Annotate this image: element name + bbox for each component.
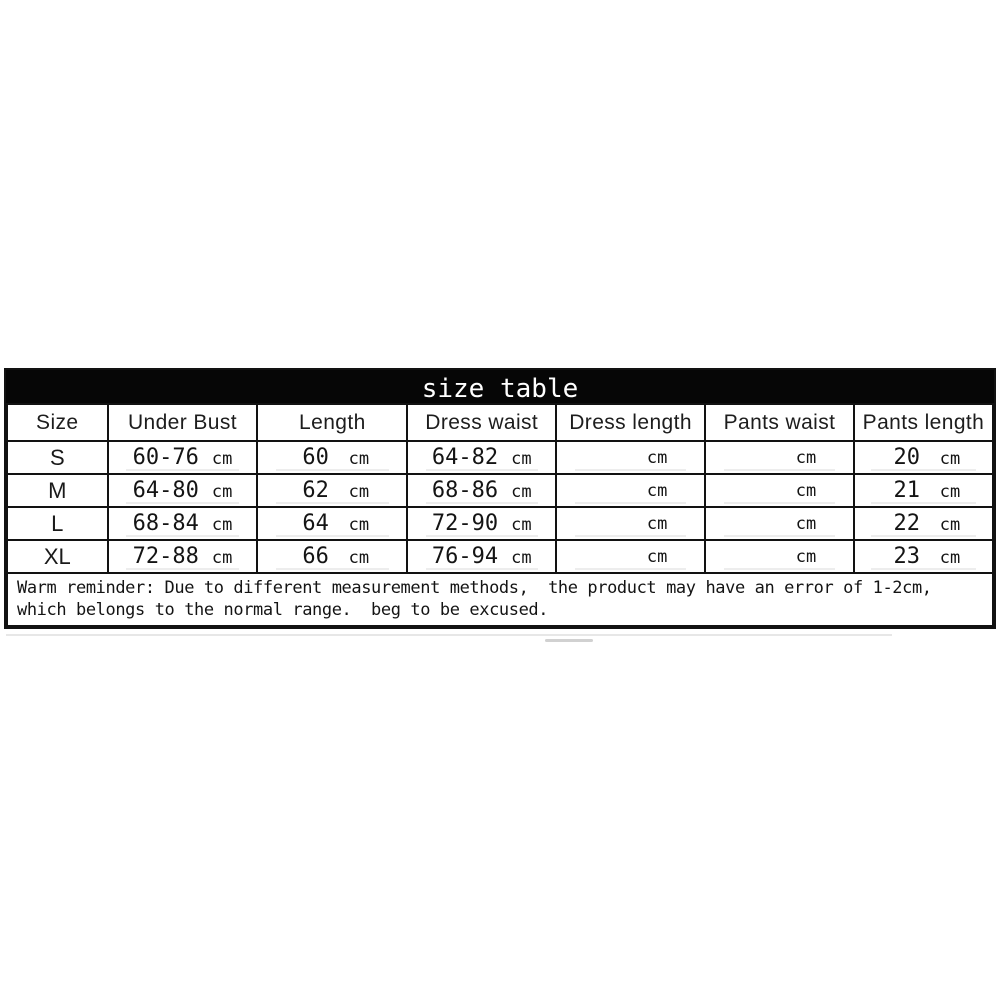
measurement-cell [257,441,407,474]
measurement-cell [705,441,854,474]
row-label: M [7,474,108,507]
title-bar [6,370,994,403]
header-row [7,404,993,441]
measurement-cell [407,441,556,474]
cell-unit: cm [511,482,532,502]
cell-value: 62 [302,478,329,503]
measurement-cell [556,441,705,474]
cell-unit: cm [795,513,817,534]
cell-value: 21 [893,478,920,503]
cell-unit: cm [348,482,370,502]
row-label: S [7,441,108,474]
cell-unit: cm [348,515,370,535]
cell-unit: cm [939,515,961,535]
cell-value: 64-82 [431,445,499,470]
cell-value: 60 [302,445,329,470]
measurement-cell [556,540,705,573]
column-header-dress-length: Dress length [556,404,705,441]
cell-unit: cm [646,447,668,468]
measurement-cell [854,540,993,573]
cell-unit: cm [939,548,961,568]
measurement-cell [854,507,993,540]
size-table-title: size table [421,374,579,404]
column-header-size: Size [7,404,108,441]
column-header-length: Length [257,404,407,441]
cell-unit: cm [795,546,817,567]
cell-value: 68-86 [431,478,499,503]
cell-value: 68-84 [132,511,199,536]
measurement-cell [257,540,407,573]
measurement-cell [705,474,854,507]
measurement-cell [854,441,993,474]
cell-unit: cm [939,482,961,502]
cell-unit: cm [939,449,961,469]
size-row-l [7,507,993,540]
cell-unit: cm [511,548,532,568]
cell-unit: cm [348,548,370,568]
column-header-dress-waist: Dress waist [407,404,556,441]
row-label: XL [7,540,108,573]
measurement-cell [407,507,556,540]
cell-value: 76-94 [431,544,499,569]
cell-unit: cm [348,449,370,469]
column-header-pants-length: Pants length [854,404,993,441]
size-row-s [7,441,993,474]
measurement-cell [108,507,258,540]
reminder-text-line2: which belongs to the normal range. beg to be excused. [17,600,549,620]
measurement-cell [108,441,258,474]
cell-unit: cm [211,515,233,535]
cell-value: 64-80 [132,478,199,503]
size-row-xl [7,540,993,573]
cell-value: 20 [893,445,920,470]
reminder-row [7,573,993,626]
row-label: L [7,507,108,540]
measurement-cell [108,474,258,507]
cell-value: 66 [302,544,329,569]
cell-value: 60-76 [132,445,199,470]
size-row-m [7,474,993,507]
cell-unit: cm [646,513,668,534]
reminder-text-line1: Warm reminder: Due to different measurement methods, the product may have an error of 1-2cm, [17,578,932,598]
cell-value: 72-90 [431,511,499,536]
cell-value: 64 [302,511,329,536]
measurement-cell [854,474,993,507]
cell-unit: cm [646,480,668,501]
size-table [6,403,994,627]
shadow-artifact-smudge [545,639,593,642]
measurement-cell [705,540,854,573]
cell-unit: cm [211,449,233,469]
measurement-cell [705,507,854,540]
measurement-cell [257,507,407,540]
cell-unit: cm [511,449,532,469]
cell-unit: cm [795,447,817,468]
size-table-panel [4,368,996,629]
reminder-cell [7,573,993,626]
shadow-artifact-line [6,634,892,636]
column-header-pants-waist: Pants waist [705,404,854,441]
measurement-cell [556,474,705,507]
cell-value: 22 [893,511,920,536]
measurement-cell [407,540,556,573]
measurement-cell [108,540,258,573]
measurement-cell [407,474,556,507]
measurement-cell [257,474,407,507]
cell-unit: cm [795,480,817,501]
cell-unit: cm [211,548,233,568]
cell-value: 72-88 [132,544,199,569]
cell-value: 23 [893,544,920,569]
column-header-under-bust: Under Bust [108,404,258,441]
cell-unit: cm [646,546,668,567]
cell-unit: cm [511,515,532,535]
cell-unit: cm [211,482,233,502]
measurement-cell [556,507,705,540]
